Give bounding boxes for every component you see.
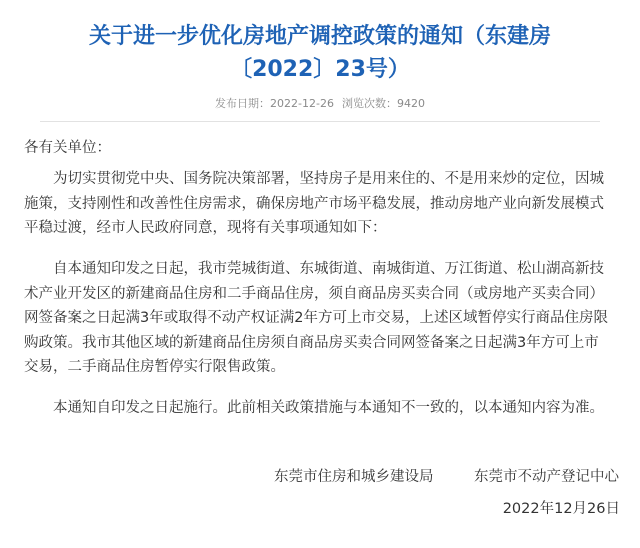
notice-title-line-2: 〔2022〕23号） xyxy=(230,57,410,82)
view-count: 浏览次数：9420 xyxy=(341,97,425,110)
publish-date: 发布日期：2022-12-26 xyxy=(215,97,334,110)
paragraph-1 xyxy=(24,167,624,241)
paragraph-line: 本通知自印发之日起施行。此前相关政策措施与本通知不一致的，以本通知内容为准。 xyxy=(53,400,604,416)
paragraph-line: 施策，支持刚性和改善性住房需求，确保房地产市场平稳发展，推动房地产业向新发展模式 xyxy=(24,195,604,212)
notice-title-line-1: 关于进一步优化房地产调控政策的通知（东建房 xyxy=(88,24,551,49)
paragraph-line: 平稳过渡，经市人民政府同意，现将有关事项通知如下： xyxy=(24,220,387,237)
paragraph-3 xyxy=(24,396,624,421)
paragraph-line: 自本通知印发之日起，我市莞城街道、东城街道、南城街道、万江街道、松山湖高新技 xyxy=(53,261,604,277)
signature-registration-center: 东莞市不动产登记中心 xyxy=(474,469,619,485)
paragraph-line: 购政策。我市其他区域的新建商品住房须自商品房买卖合同网签备案之日起满3年方可上市 xyxy=(24,334,599,351)
issue-date: 2022年12月26日 xyxy=(502,501,620,517)
paragraph-2 xyxy=(24,257,624,380)
signature-housing-bureau: 东莞市住房和城乡建设局 xyxy=(274,469,434,485)
paragraph-line: 术产业开发区的新建商品住房和二手商品住房，须自商品房买卖合同（或房地产买卖合同） xyxy=(24,285,604,302)
notice-title xyxy=(40,20,600,86)
publish-meta xyxy=(0,97,640,111)
paragraph-line: 网签备案之日起满3年或取得不动产权证满2年方可上市交易，上述区域暂停实行商品住房限 xyxy=(24,310,608,327)
title-divider xyxy=(40,121,600,122)
paragraph-line: 交易，二手商品住房暂停实行限售政策。 xyxy=(24,359,285,376)
paragraph-line: 为切实贯彻党中央、国务院决策部署，坚持房子是用来住的、不是用来炒的定位，因城 xyxy=(53,171,604,187)
greeting: 各有关单位： xyxy=(24,140,111,156)
